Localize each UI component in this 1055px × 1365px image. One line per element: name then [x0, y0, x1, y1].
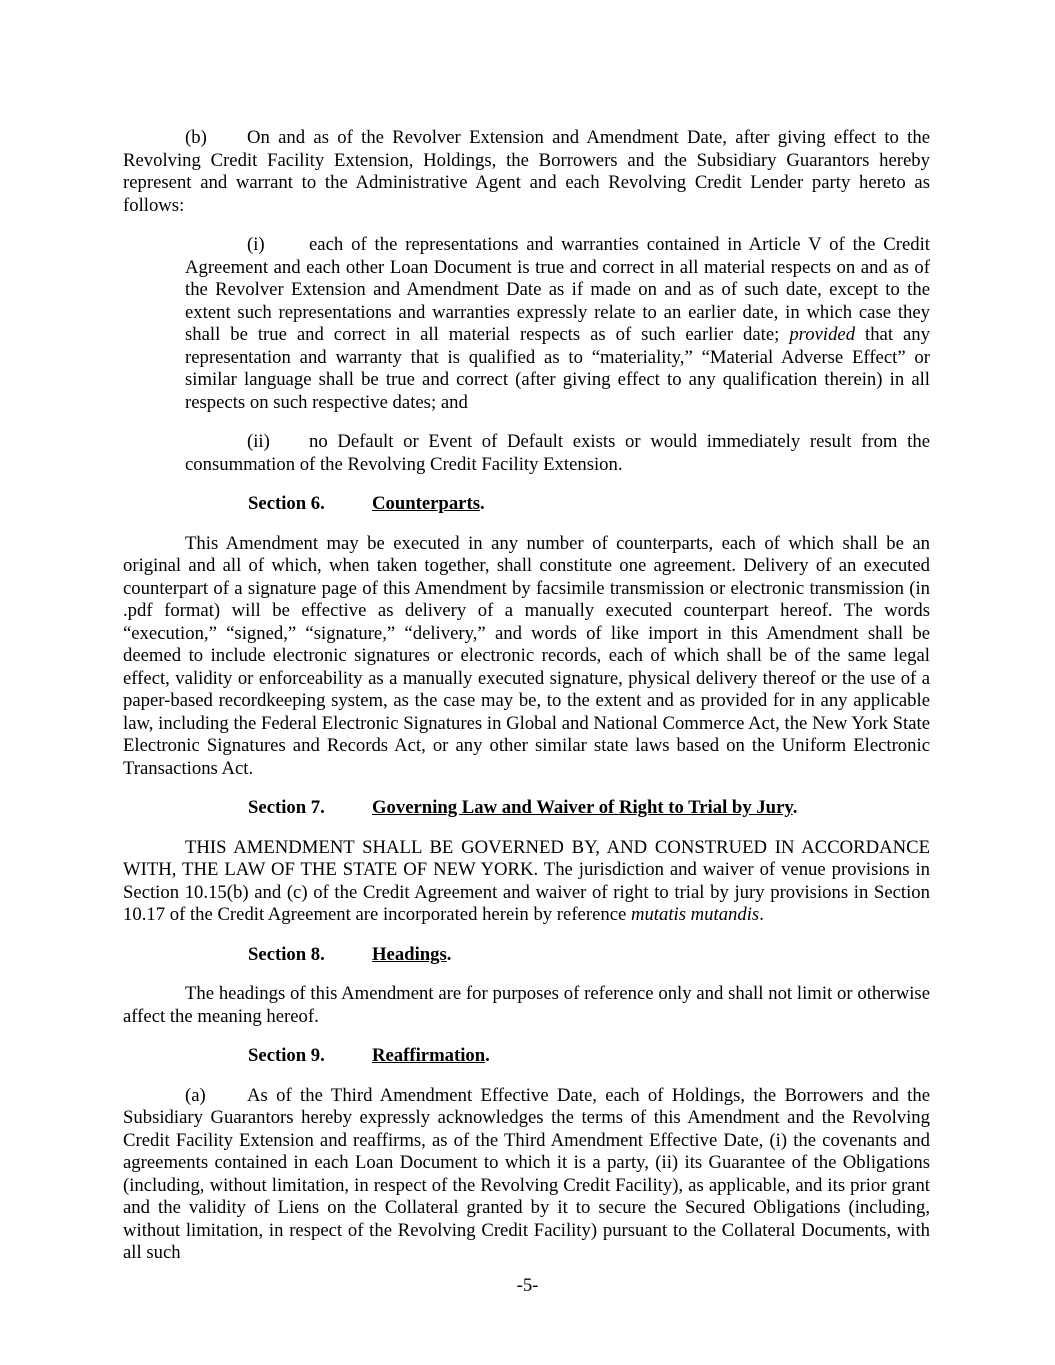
- paragraph-b-text: On and as of the Revolver Extension and Amendment Date, after giving effect to the Revolving Credit Facility Extension, Holdings, the Borrowers and the Subsidiary Guarantors hereby represent and warrant to the Administrative Agent and each Revolving Credit Lender party hereto as follows:: [123, 127, 930, 216]
- section-6-title: Counterparts: [372, 493, 480, 514]
- section-7-title-period: .: [792, 797, 798, 818]
- section-8-title: Headings: [372, 943, 447, 965]
- headings-paragraph-text: The headings of this Amendment are for purposes of reference only and shall not limit or otherwise affect the meaning hereof.: [123, 983, 930, 1027]
- page-footer: [0, 1275, 1055, 1298]
- section-9-title-period: .: [485, 1045, 490, 1066]
- paragraph-a: [123, 1085, 930, 1265]
- paragraph-b: [123, 127, 930, 217]
- counterparts-paragraph-text: This Amendment may be executed in any number of counterparts, each of which shall be an original and all of which, when taken together, shall constitute one agreement. Delivery of an executed counterpart of a signature page of this Amendment by facsimile transmission or electronic transmission (in .pdf format) will be effective as delivery of a manually executed counterpart hereof. The words “execution,” “signed,” “signature,” “delivery,” and words of like import in this Amendment shall be deemed to include electronic signatures or electronic records, each of which shall be of the same legal effect, validity or enforceability as a manually executed signature, physical delivery thereof or the use of a paper-based recordkeeping system, as the case may be, to the extent and as provided for in any applicable law, including the Federal Electronic Signatures in Global and National Commerce Act, the New York State Electronic Signatures and Records Act, or any other similar state laws based on the Uniform Electronic Transactions Act.: [123, 532, 930, 779]
- section-8-title-period: .: [446, 943, 452, 965]
- subparagraph-ii-text: no Default or Event of Default exists or would immediately result from the consummation of the Revolving Credit Facility Extension.: [185, 431, 930, 475]
- subparagraph-i-text-post: that any representation and warranty that is qualified as to “materiality,” “Material Adverse Effect” or similar language shall be true and correct (after giving effect to any qualification therein) in all respects on such respective dates; and: [185, 324, 930, 413]
- paragraph-a-marker: (a): [185, 1084, 206, 1106]
- subparagraph-i: [185, 234, 930, 414]
- subparagraph-ii: [185, 431, 930, 476]
- subparagraph-i-marker: (i): [247, 234, 265, 255]
- section-7-title: Governing Law and Waiver of Right to Trial by Jury: [372, 797, 793, 818]
- subparagraph-i-italic-term: provided: [789, 324, 856, 345]
- section-6-heading: [248, 493, 930, 516]
- section-9-number: Section 9.: [248, 1045, 325, 1066]
- section-9-title: Reaffirmation: [372, 1045, 486, 1066]
- section-7-number: Section 7.: [248, 797, 325, 818]
- section-6-title-period: .: [479, 493, 485, 514]
- paragraph-a-text: As of the Third Amendment Effective Date, each of Holdings, the Borrowers and the Subsidiary Guarantors hereby expressly acknowledges the terms of this Amendment and the Revolving Credit Facility Extension and reaffirms, as of the Third Amendment Effective Date, (i) the covenants and agreements contained in each Loan Document to which it is a party, (ii) its Guarantee of the Obligations (including, without limitation, in respect of the Revolving Credit Facility), as applicable, and its prior grant and the validity of Liens on the Collateral granted by it to secure the Secured Obligations (including, without limitation, in respect of the Revolving Credit Facility) pursuant to the Collateral Documents, with all such: [123, 1084, 930, 1263]
- section-6-number: Section 6.: [248, 493, 325, 514]
- headings-paragraph: [123, 983, 930, 1028]
- governing-law-paragraph: [123, 837, 930, 927]
- subparagraph-ii-marker: (ii): [247, 431, 270, 452]
- governing-law-text-post: .: [759, 904, 764, 925]
- governing-law-italic-term: mutatis mutandis: [630, 904, 760, 925]
- subparagraph-i-text-pre: each of the representations and warranties contained in Article V of the Credit Agreement and each other Loan Document is true and correct in all material respects on and as of the Revolver Extension and Amendment Date as if made on and as of such date, except to the extent such representations and warranties expressly relate to an earlier date, in which case they shall be true and correct in all material respects as of such earlier date;: [185, 234, 930, 345]
- paragraph-b-marker: (b): [185, 127, 207, 148]
- page-number: -5-: [516, 1275, 539, 1296]
- counterparts-paragraph: [123, 533, 930, 781]
- section-9-heading: [248, 1045, 930, 1068]
- section-8-number: Section 8.: [248, 943, 325, 965]
- governing-law-text-pre: THIS AMENDMENT SHALL BE GOVERNED BY, AND CONSTRUED IN ACCORDANCE WITH, THE LAW OF THE STATE OF NEW YORK. The jurisdiction and waiver of venue provisions in Section 10.15(b) and (c) of the Credit Agreement and waiver of right to trial by jury provisions in Section 10.17 of the Credit Agreement are incorporated herein by reference: [123, 836, 930, 925]
- section-8-heading: [248, 944, 930, 967]
- section-7-heading: [248, 797, 930, 820]
